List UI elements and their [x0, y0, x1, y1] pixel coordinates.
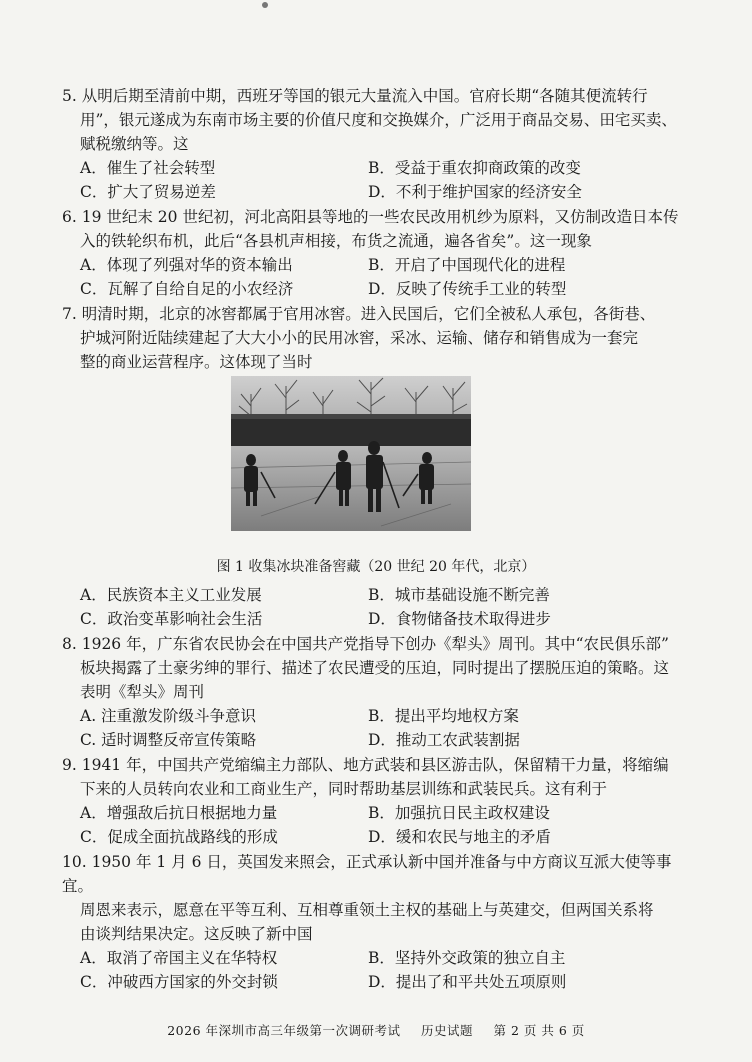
stem-line: 6. 19 世纪末 20 世纪初，河北高阳县等地的一些农民改用机纱为原料，又仿制改造日本传 [62, 208, 679, 226]
option-c[interactable]: C．瓦解了自给自足的小农经济 [80, 280, 294, 298]
question-6 [62, 205, 682, 301]
stem-line: 9. 1941 年，中国共产党缩编主力部队、地方武装和县区游击队，保留精干力量，将缩编 [62, 756, 669, 774]
option-c[interactable]: C．政治变革影响社会生活 [80, 610, 263, 628]
options-row [62, 180, 682, 204]
question-8 [62, 632, 682, 752]
figure-caption: 图 1 收集冰块准备窖藏（20 世纪 20 年代，北京） [216, 559, 536, 575]
ice-harvest-photo-svg [231, 376, 471, 531]
question-stem [62, 632, 682, 704]
option-c[interactable]: C．扩大了贸易逆差 [80, 183, 216, 201]
options-row [62, 704, 682, 728]
options-row [62, 825, 682, 849]
question-10 [62, 850, 682, 994]
stem-line: 由谈判结果决定。这反映了新中国 [80, 925, 313, 943]
option-d[interactable]: D．反映了传统手工业的转型 [368, 280, 567, 298]
options-row [62, 970, 682, 994]
option-b[interactable]: B．加强抗日民主政权建设 [368, 804, 550, 822]
question-7 [62, 302, 682, 374]
stem-line: 入的铁轮织布机，此后“各县机声相接，布货之流通，遍各省矣”。这一现象 [80, 232, 592, 250]
stem-line: 用”，银元遂成为东南市场主要的价值尺度和交换媒介，广泛用于商品交易、田宅买卖、 [80, 111, 677, 129]
options-row [62, 253, 682, 277]
option-b[interactable]: B．开启了中国现代化的进程 [368, 256, 566, 274]
question-stem [62, 753, 682, 801]
option-a[interactable]: A．催生了社会转型 [80, 159, 216, 177]
option-b[interactable]: B．受益于重农抑商政策的改变 [368, 159, 581, 177]
option-c[interactable]: C．促成全面抗战路线的形成 [80, 828, 278, 846]
option-d[interactable]: D．缓和农民与地主的矛盾 [368, 828, 551, 846]
question-stem [62, 302, 682, 374]
option-a[interactable]: A．体现了列强对华的资本输出 [80, 256, 293, 274]
option-b[interactable]: B．提出平均地权方案 [368, 707, 519, 725]
option-a[interactable]: A. 注重激发阶级斗争意识 [80, 707, 257, 725]
question-stem [62, 84, 682, 156]
option-a[interactable]: A．取消了帝国主义在华特权 [80, 949, 278, 967]
option-b[interactable]: B．坚持外交政策的独立自主 [368, 949, 566, 967]
footer-subject: 历史试题 [421, 1023, 474, 1038]
option-a[interactable]: A．增强敌后抗日根据地力量 [80, 804, 278, 822]
stem-line: 整的商业运营程序。这体现了当时 [80, 353, 313, 371]
stem-line: 10. 1950 年 1 月 6 日，英国发来照会，正式承认新中国并准备与中方商议互派大使等事宜。 [62, 853, 672, 895]
stem-line: 7. 明清时期，北京的冰窖都属于官用冰窖。进入民国后，它们全被私人承包，各街巷、 [62, 305, 656, 323]
stem-line: 8. 1926 年，广东省农民协会在中国共产党指导下创办《犁头》周刊。其中“农民俱乐部” [62, 635, 669, 653]
stem-line: 5. 从明后期至清前中期，西班牙等国的银元大量流入中国。官府长期“各随其便流转行 [62, 87, 648, 105]
option-d[interactable]: D．食物储备技术取得进步 [368, 610, 551, 628]
stem-line: 周恩来表示，愿意在平等互利、互相尊重领土主权的基础上与英建交，但两国关系将 [80, 901, 654, 919]
stem-line: 表明《犁头》周刊 [80, 683, 205, 701]
question-stem [62, 850, 682, 946]
option-a[interactable]: A．民族资本主义工业发展 [80, 586, 262, 604]
stem-line: 赋税缴纳等。这 [80, 135, 189, 153]
question-7-options [62, 583, 682, 631]
question-5 [62, 84, 682, 204]
option-d[interactable]: D．不利于维护国家的经济安全 [368, 183, 582, 201]
options-row [62, 156, 682, 180]
options-row [62, 946, 682, 970]
option-d[interactable]: D．推动工农武装割据 [368, 731, 520, 749]
stem-line: 护城河附近陆续建起了大大小小的民用冰窖，采冰、运输、储存和销售成为一套完 [80, 329, 639, 347]
footer-exam-title: 2026 年深圳市高三年级第一次调研考试 [167, 1023, 401, 1038]
options-row [62, 728, 682, 752]
ice-harvest-photo [231, 376, 471, 531]
option-d[interactable]: D．提出了和平共处五项原则 [368, 973, 567, 991]
footer-page-number: 第 2 页 共 6 页 [493, 1023, 585, 1038]
options-row [62, 277, 682, 301]
page-footer [0, 1022, 752, 1040]
option-b[interactable]: B．城市基础设施不断完善 [368, 586, 550, 604]
question-9 [62, 753, 682, 849]
options-row [62, 801, 682, 825]
options-row [62, 583, 682, 607]
stem-line: 下来的人员转向农业和工商业生产，同时帮助基层训练和武装民兵。这有利于 [80, 780, 608, 798]
options-row [62, 607, 682, 631]
stem-line: 板块揭露了土豪劣绅的罪行、描述了农民遭受的压迫，同时提出了摆脱压迫的策略。这 [80, 659, 670, 677]
question-stem [62, 205, 682, 253]
option-c[interactable]: C．冲破西方国家的外交封锁 [80, 973, 278, 991]
punch-mark [262, 2, 268, 8]
option-c[interactable]: C. 适时调整反帝宣传策略 [80, 731, 257, 749]
